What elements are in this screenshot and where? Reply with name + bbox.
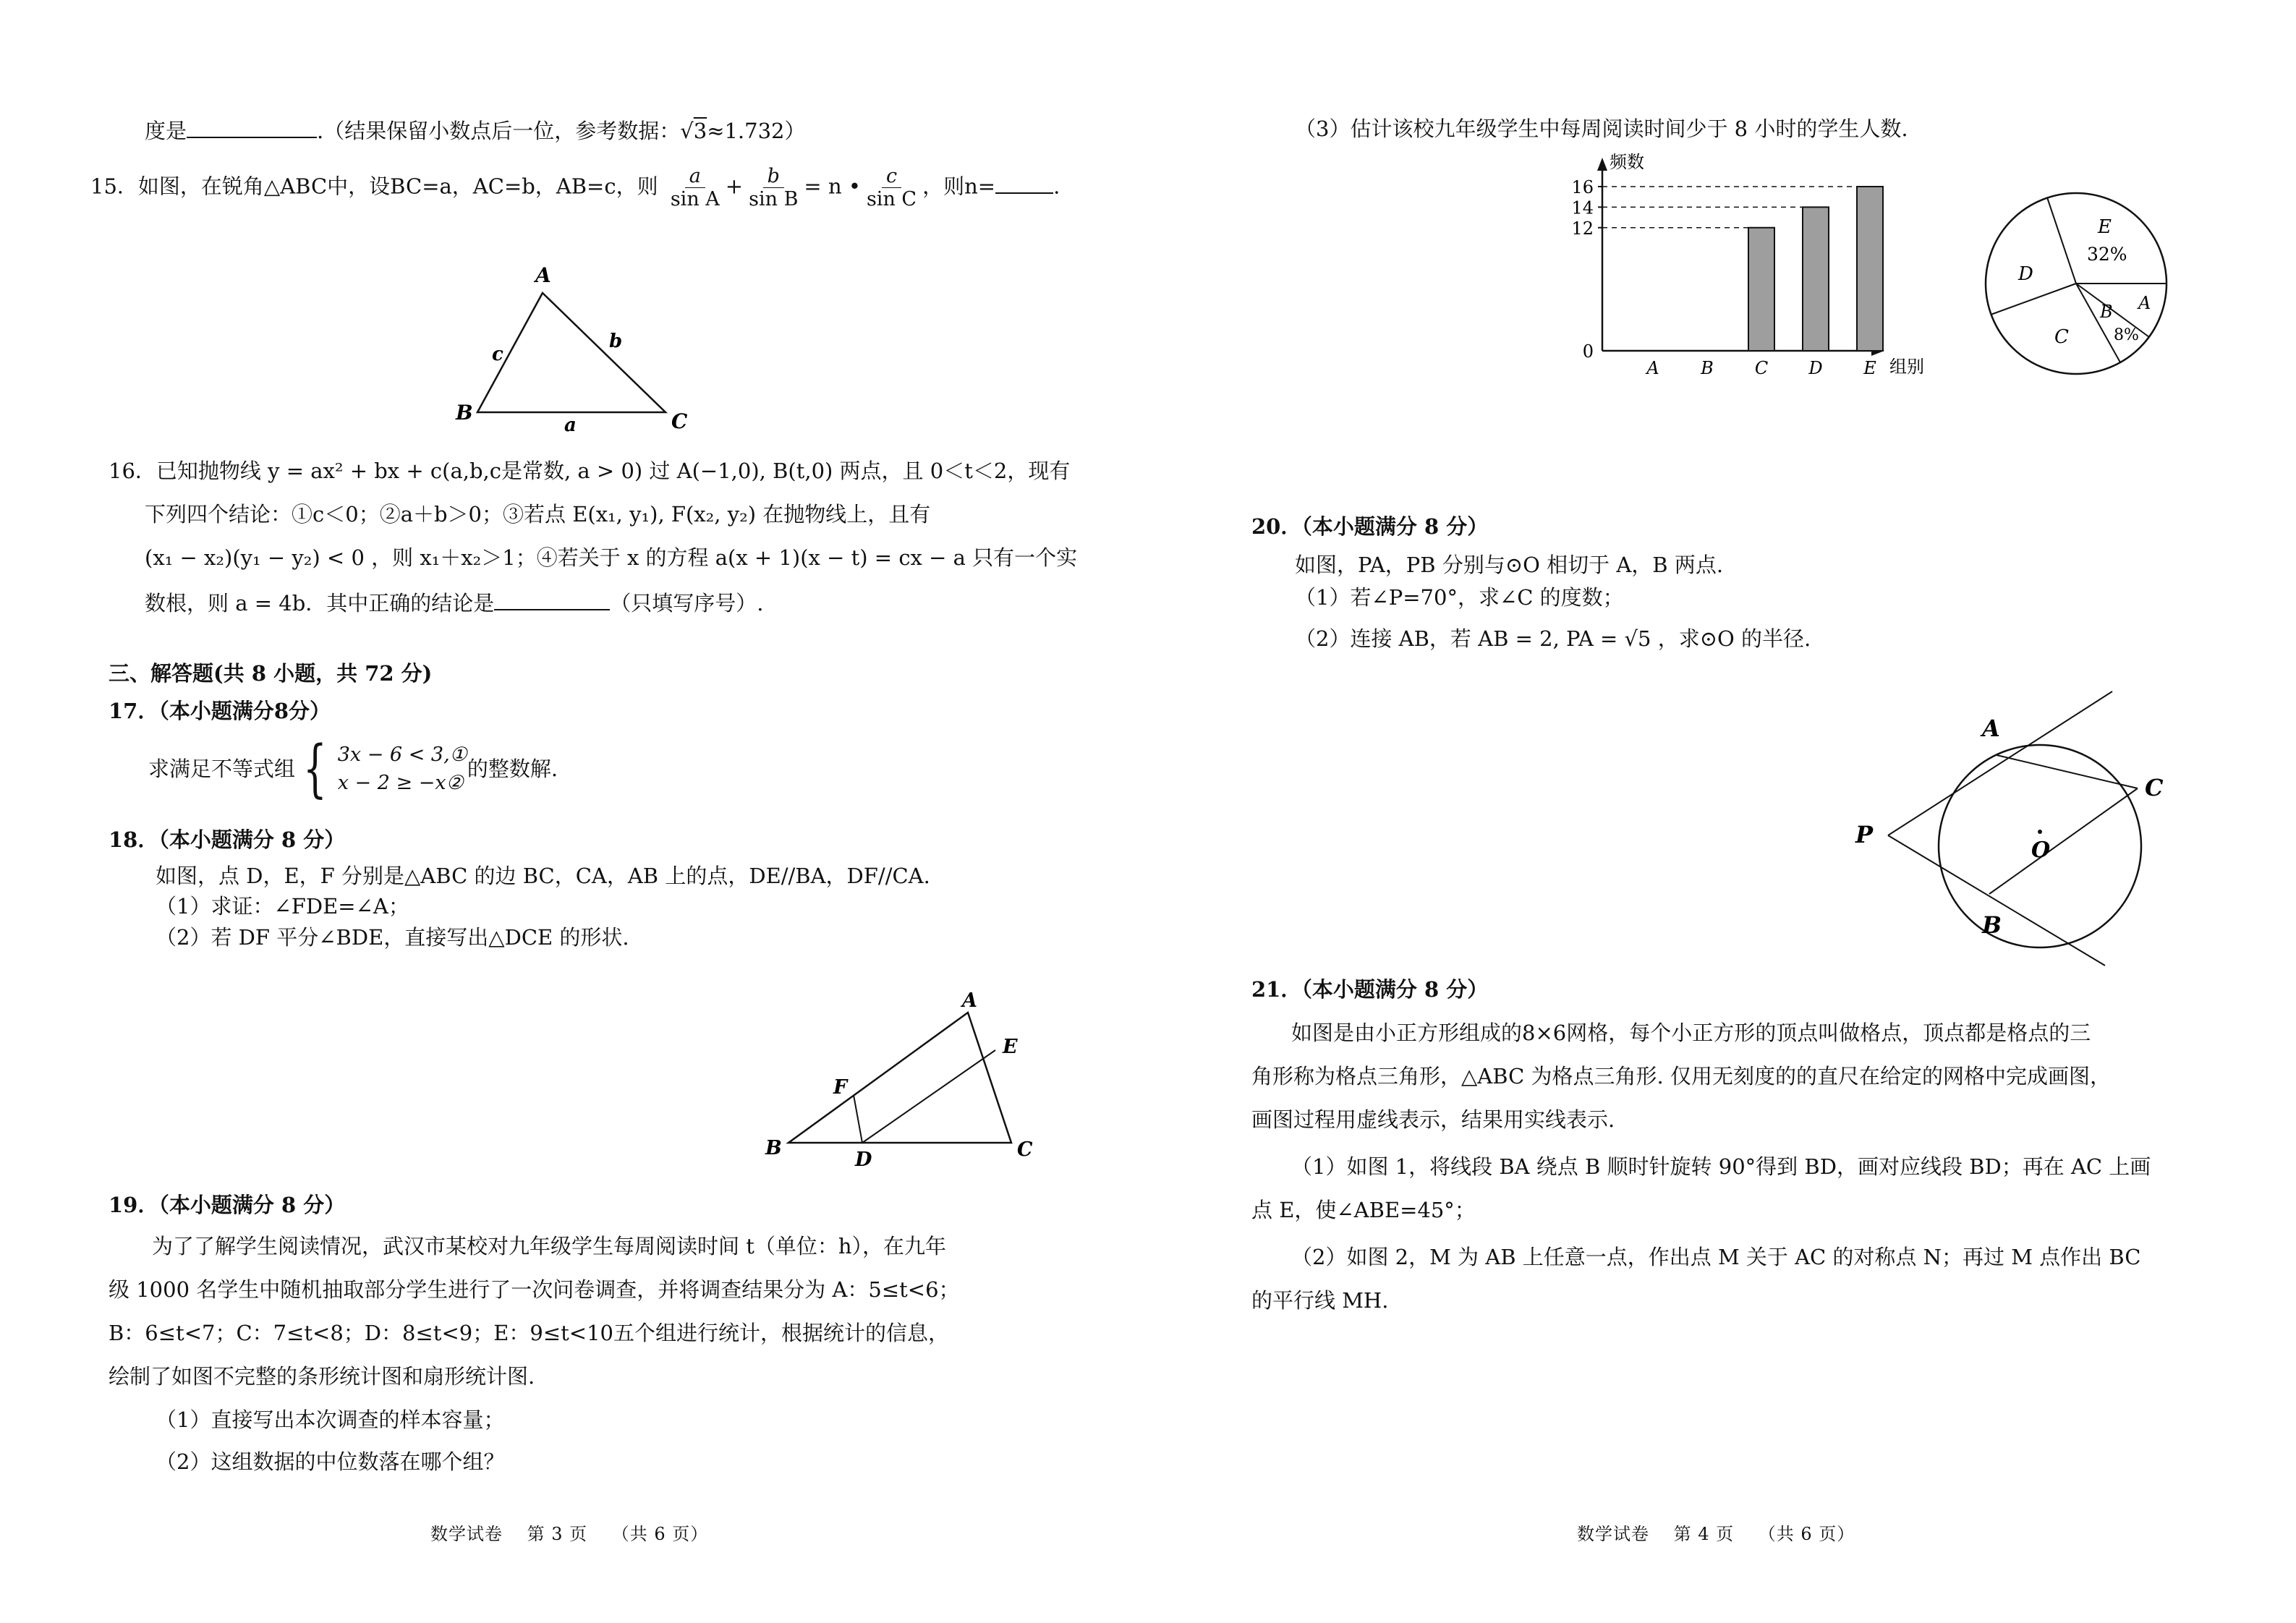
inequality-system — [295, 733, 467, 805]
fraction-denominator: sin B — [749, 188, 799, 211]
q16-line-4 — [145, 588, 763, 616]
segment-df — [854, 1095, 862, 1143]
x-tick-label: B — [1701, 358, 1714, 378]
tangent-line-pb — [1888, 835, 2105, 966]
point-label-o: O — [2031, 838, 2051, 863]
pie-label-b: B — [2100, 302, 2113, 322]
x-tick-label: E — [1863, 358, 1876, 378]
fraction-denominator: sin A — [670, 188, 720, 211]
q15-answer-blank — [995, 171, 1053, 194]
sqrt-sign: √ — [680, 119, 694, 143]
q20-line-3: （2）连接 AB，若 AB = 2, PA = √5 ，求⊙O 的半径. — [1295, 626, 1811, 651]
tangent-line-pa — [1888, 691, 2112, 835]
q21-line-1: 如图是由小正方形组成的8×6网格，每个小正方形的顶点叫做格点，顶点都是格点的三 — [1291, 1021, 2091, 1045]
q15-tail: ，则n= — [922, 174, 996, 199]
y-tick-label: 0 — [1582, 341, 1594, 362]
y-tick-label: 12 — [1571, 218, 1594, 239]
q19-part-3: （3）估计该校九年级学生中每周阅读时间少于 8 小时的学生人数. — [1295, 116, 1908, 141]
q19-line-4: 绘制了如图不完整的条形统计图和扇形统计图. — [109, 1364, 535, 1389]
bar-series — [1571, 177, 1883, 378]
q15-fraction-1 — [668, 165, 723, 210]
q18-title: 18．（本小题满分 8 分） — [109, 827, 346, 852]
q16-line-3: (x₁ − x₂)(y₁ − y₂) < 0 ，则 x₁＋x₂＞1；④若关于 x 的方程 a(x + 1)(x − t) = cx − a 只有一个实 — [145, 545, 1078, 570]
pie-percent-a: 8% — [2114, 326, 2139, 344]
section-heading-3: 三、解答题(共 8 小题，共 72 分) — [109, 661, 433, 686]
x-tick-label: C — [1754, 358, 1769, 378]
vertex-label-a: A — [962, 991, 977, 1012]
point-label-c: C — [2145, 774, 2164, 801]
y-tick-label: 14 — [1571, 197, 1594, 218]
q15-text: 15．如图，在锐角△ABC中，设BC=a，AC=b，AB=c，则 — [90, 174, 658, 199]
q21-line-2: 角形称为格点三角形，△ABC 为格点三角形. 仅用无刻度的的直尺在给定的网格中完成画图， — [1251, 1064, 2111, 1089]
triangle-figure-q15 — [434, 260, 694, 434]
q21-line-7: 的平行线 MH. — [1251, 1288, 1389, 1313]
pie-divider-d-e — [2047, 197, 2076, 284]
center-dot — [2038, 830, 2042, 834]
q20-title: 20．（本小题满分 8 分） — [1251, 514, 1489, 539]
q14-tail — [145, 116, 806, 144]
pie-divider-b-c — [2076, 284, 2120, 362]
pie-percent-e: 32% — [2087, 244, 2127, 265]
point-label-d: D — [855, 1149, 872, 1171]
triangle-abc — [477, 293, 666, 412]
q20-line-1: 如图，PA，PB 分别与⊙O 相切于 A，B 两点. — [1295, 553, 1724, 577]
q19-line-5: （1）直接写出本次调查的样本容量； — [156, 1407, 505, 1432]
inequality-2: x − 2 ≥ −x② — [337, 772, 464, 794]
point-label-p: P — [1855, 821, 1874, 848]
q19-line-3: B：6≤t<7；C：7≤t<8；D：8≤t<9；E：9≤t<10五个组进行统计，根据统计的信息， — [109, 1321, 949, 1345]
q21-title: 21．（本小题满分 8 分） — [1251, 977, 1489, 1002]
q16-text-tail: （只填写序号）. — [610, 591, 764, 615]
q17-title: 17．（本小题满分8分） — [109, 699, 331, 723]
q14-text-after: .（结果保留小数点后一位，参考数据： — [317, 119, 681, 143]
q19-line-6: （2）这组数据的中位数落在哪个组？ — [156, 1449, 505, 1474]
point-label-e: E — [1003, 1036, 1018, 1058]
fraction-denominator: sin C — [866, 188, 917, 211]
y-axis-label: 频数 — [1610, 152, 1644, 172]
q18-line-1: 如图，点 D，E，F 分别是△ABC 的边 BC，CA，AB 上的点，DE//BA，DF//CA. — [156, 864, 930, 888]
q21-line-4: （1）如图 1，将线段 BA 绕点 B 顺时针旋转 90°得到 BD，画对应线段 BD；再在 AC 上画 — [1291, 1154, 2151, 1179]
bar-chart — [1555, 152, 1960, 391]
point-label-b: B — [1982, 911, 2002, 939]
q19-line-2: 级 1000 名学生中随机抽取部分学生进行了一次问卷调查，并将调查结果分为 A：5≤t<6； — [109, 1277, 960, 1302]
q15-fraction-3 — [864, 165, 919, 210]
q15-fraction-2 — [746, 165, 801, 210]
q14-approx: ≈1.732） — [707, 119, 806, 143]
pie-label-d: D — [2018, 263, 2033, 285]
x-tick-label: D — [1808, 358, 1823, 378]
q15-plus: + — [725, 174, 744, 199]
chord-bc — [1989, 788, 2138, 894]
q16-line-2: 下列四个结论：①c＜0；②a＋b＞0；③若点 E(x₁, y₁), F(x₂, y₂) 在抛物线上，且有 — [145, 502, 931, 527]
page-footer-left: 数学试卷 第 3 页 （共 6 页） — [430, 1524, 709, 1544]
inequality-1: 3x − 6 < 3,① — [337, 743, 467, 766]
vertex-label-c: C — [671, 409, 688, 433]
q14-text-before: 度是 — [145, 119, 187, 143]
q15-equals: = n • — [804, 174, 861, 199]
left-brace: { — [302, 733, 327, 805]
y-tick-label: 16 — [1571, 177, 1594, 197]
page-footer-right: 数学试卷 第 4 页 （共 6 页） — [1577, 1524, 1855, 1544]
q17-tail: 的整数解. — [467, 756, 558, 781]
vertex-label-a: A — [535, 263, 551, 287]
pie-chart — [1982, 189, 2177, 385]
point-label-f: F — [833, 1076, 848, 1099]
q16-text: 数根，则 a = 4b．其中正确的结论是 — [145, 591, 495, 615]
q21-line-6: （2）如图 2，M 为 AB 上任意一点，作出点 M 关于 AC 的对称点 N；再过 M 点作出 BC — [1291, 1245, 2141, 1269]
q15-end: . — [1053, 174, 1060, 199]
q15 — [90, 165, 1060, 210]
side-label-b: b — [609, 331, 623, 352]
q18-line-3: （2）若 DF 平分∠BDE，直接写出△DCE 的形状. — [156, 925, 629, 950]
q16-line-1: 16．已知抛物线 y = ax² + bx + c(a,b,c是常数, a > 0) 过 A(−1,0), B(t,0) 两点，且 0＜t＜2，现有 — [109, 459, 1071, 483]
x-axis-label: 组别 — [1889, 357, 1924, 377]
q14-answer-blank — [187, 116, 317, 138]
side-label-c: c — [492, 344, 503, 365]
q19-line-1: 为了了解学生阅读情况，武汉市某校对九年级学生每周阅读时间 t（单位：h），在九年 — [152, 1234, 947, 1258]
q17-text: 求满足不等式组 — [148, 756, 296, 781]
q21-line-5: 点 E，使∠ABE=45°； — [1251, 1198, 1476, 1222]
bar-e — [1857, 187, 1883, 351]
vertex-label-c: C — [1017, 1138, 1033, 1161]
fraction-numerator: b — [763, 165, 784, 188]
vertex-label-b: B — [456, 401, 473, 425]
triangle-figure-q18 — [752, 991, 1049, 1179]
pie-divider-c-d — [1991, 284, 2076, 315]
fraction-numerator: c — [882, 165, 901, 188]
q17-body — [148, 733, 558, 805]
chord-ac — [1997, 755, 2138, 788]
q20-line-2: （1）若∠P=70°，求∠C 的度数； — [1295, 585, 1624, 610]
q18-line-2: （1）求证：∠FDE=∠A； — [156, 894, 409, 919]
x-tick-label: A — [1646, 358, 1659, 378]
q21-line-3: 画图过程用虚线表示，结果用实线表示. — [1251, 1107, 1615, 1132]
point-label-a: A — [1982, 715, 2000, 742]
segment-de — [862, 1050, 995, 1143]
pie-label-e: E — [2098, 216, 2112, 238]
bar-d — [1803, 207, 1829, 351]
circle-tangent-figure-q20 — [1837, 680, 2185, 969]
sqrt-operand: 3 — [693, 119, 707, 143]
bar-c — [1748, 228, 1774, 351]
vertex-label-b: B — [765, 1137, 782, 1159]
triangle-abc — [788, 1013, 1011, 1143]
pie-label-a: A — [2138, 293, 2151, 313]
q19-title: 19．（本小题满分 8 分） — [109, 1193, 346, 1217]
fraction-numerator: a — [685, 165, 705, 188]
q16-answer-blank — [494, 588, 610, 610]
pie-label-c: C — [2054, 326, 2069, 348]
y-axis-arrow-icon — [1597, 158, 1607, 171]
side-label-a: a — [564, 414, 577, 434]
